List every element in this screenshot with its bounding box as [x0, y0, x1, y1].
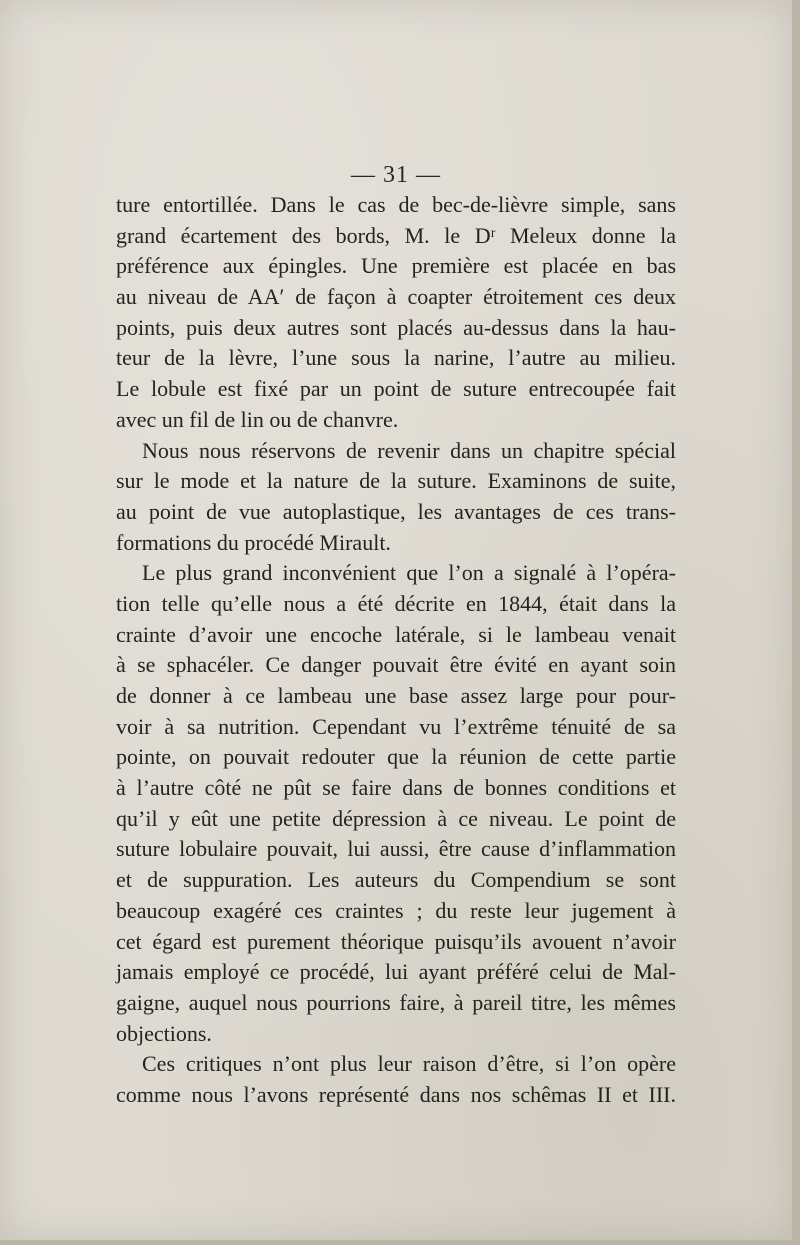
text-line: Le lobule est fixé par un point de suture entrecoupée fait — [116, 376, 676, 402]
text-line: de donner à ce lambeau une base assez large pour pour- — [116, 683, 676, 708]
text-line: et de suppuration. Les auteurs du Compendium se sont — [116, 867, 676, 893]
text-line: formations du procédé Mirault. — [116, 529, 391, 555]
text-line: ture entortillée. Dans le cas de bec-de-lièvre simple, sans — [116, 192, 676, 217]
text-line: jamais employé ce procédé, lui ayant préféré celui de Mal- — [116, 959, 676, 985]
text-line: voir à sa nutrition. Cependant vu l’extrême ténuité de sa — [116, 713, 676, 739]
text-line: préférence aux épingles. Une première est placée en bas — [116, 253, 676, 279]
text-line: au point de vue autoplastique, les avantages de ces trans- — [116, 498, 676, 524]
text-line: gaigne, auquel nous pourrions faire, à pareil titre, les mêmes — [116, 989, 676, 1015]
text-line: crainte d’avoir une encoche latérale, si le lambeau venait — [116, 621, 676, 647]
text-line: qu’il y eût une petite dépression à ce niveau. Le point de — [116, 805, 676, 831]
page-number: — 31 — — [351, 162, 441, 188]
text-line: avec un fil de lin ou de chanvre. — [116, 406, 399, 432]
text-line: comme nous l’avons représenté dans nos schêmas II et III. — [116, 1081, 676, 1107]
text-line: à l’autre côté ne pût se faire dans de bonnes conditions et — [116, 775, 676, 801]
text-line: objections. — [116, 1020, 212, 1046]
text-line: sur le mode et la nature de la suture. Examinons de suite, — [116, 468, 676, 494]
text-line: tion telle qu’elle nous a été décrite en 1844, était dans la — [116, 590, 676, 616]
text-line: points, puis deux autres sont placés au-dessus dans la hau- — [116, 314, 676, 340]
text-line: à se sphacéler. Ce danger pouvait être évité en ayant soin — [116, 652, 676, 678]
text-line: Nous nous réservons de revenir dans un chapitre spécial — [142, 437, 676, 463]
text-line: beaucoup exagéré ces craintes ; du reste leur jugement à — [116, 897, 676, 923]
text-line: teur de la lèvre, l’une sous la narine, l’autre au milieu. — [116, 345, 676, 371]
text-line: grand écartement des bords, M. le Dʳ Meleux donne la — [116, 222, 676, 248]
text-line: pointe, on pouvait redouter que la réunion de cette partie — [116, 744, 676, 770]
text-line: Ces critiques n’ont plus leur raison d’être, si l’on opère — [142, 1051, 676, 1077]
text-line: au niveau de AA′ de façon à coapter étroitement ces deux — [116, 284, 676, 310]
text-line: Le plus grand inconvénient que l’on a signalé à l’opéra- — [142, 560, 676, 586]
body-text — [116, 190, 676, 1111]
text-line: suture lobulaire pouvait, lui aussi, être cause d’inflammation — [116, 836, 676, 862]
text-line: cet égard est purement théorique puisqu’ils avouent n’avoir — [116, 928, 676, 954]
